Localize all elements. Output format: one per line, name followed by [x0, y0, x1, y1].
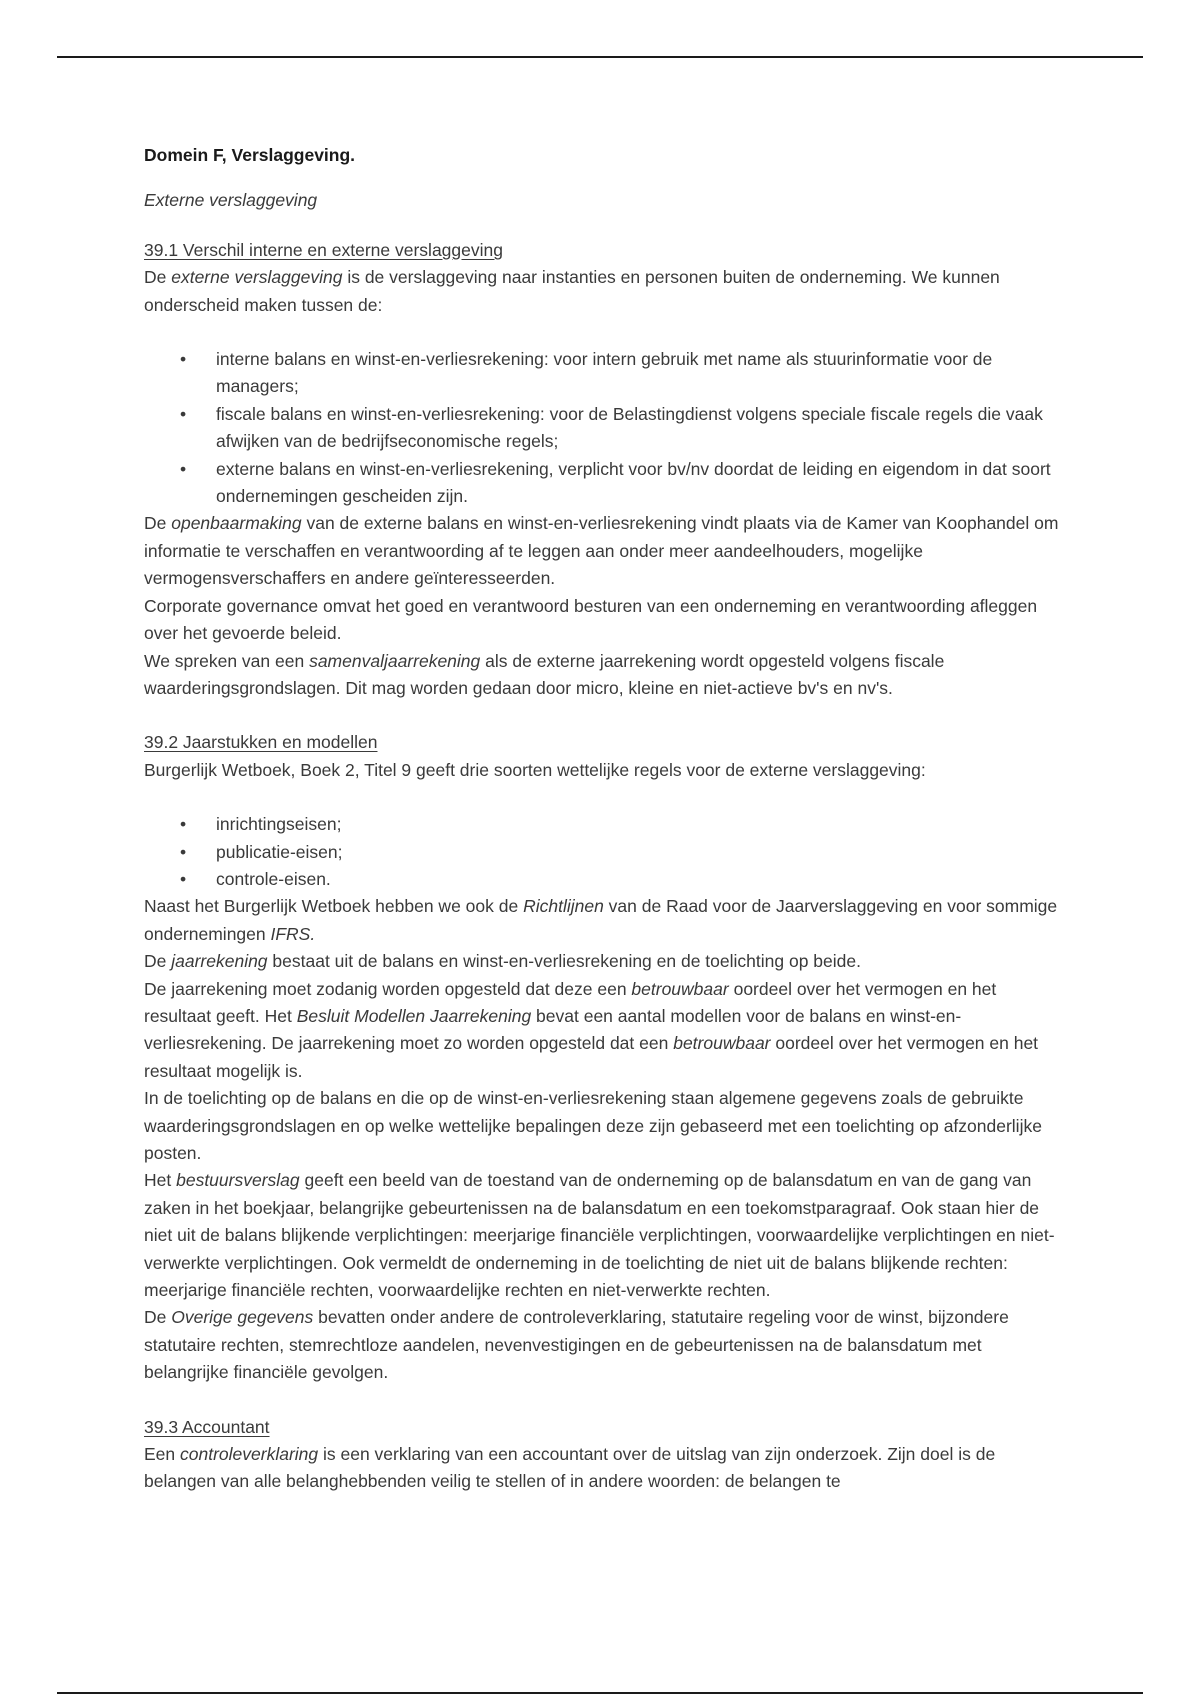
paragraph: De jaarrekening moet zodanig worden opgesteld dat deze een betrouwbaar oordeel over het vermogen en het resultaat geeft. Het Besluit Modellen Jaarrekening bevat een aantal modellen voor de balans en winst-en-verliesrekening. De jaarrekening moet zo worden opgesteld dat een betrouwbaar oordeel over het vermogen en het resultaat mogelijk is.	[144, 978, 1039, 1081]
bullet-list	[144, 811, 1064, 893]
document-subtitle: Externe verslaggeving	[144, 190, 318, 211]
document-title: Domein F, Verslaggeving.	[144, 145, 356, 165]
list-item: • inrichtingseisen;	[180, 814, 342, 835]
paragraph: Burgerlijk Wetboek, Boek 2, Titel 9 geeft drie soorten wettelijke regels voor de externe verslaggeving:	[144, 759, 926, 780]
paragraph: In de toelichting op de balans en die op de winst-en-verliesrekening staan algemene gegevens zoals de gebruikte waarderingsgrondslagen en op welke wettelijke bepalingen deze zijn gebaseerd met een toelichting op afzonderlijke posten.	[144, 1088, 1042, 1163]
paragraph: We spreken van een samenvaljaarrekening als de externe jaarrekening wordt opgesteld volgens fiscale waarderingsgrondslagen. Dit mag worden gedaan door micro, kleine en niet-actieve bv's en nv's.	[144, 650, 945, 698]
paragraph: Naast het Burgerlijk Wetboek hebben we ook de Richtlijnen van de Raad voor de Jaarverslaggeving en voor sommige ondernemingen IFRS.	[144, 896, 1058, 944]
list-item: • externe balans en winst-en-verliesrekening, verplicht voor bv/nv doordat de leiding en eigendom in dat soort ondernemingen gescheiden zijn.	[180, 458, 1051, 507]
paragraph: Het bestuursverslag geeft een beeld van de toestand van de onderneming op de balansdatum en van de gang van zaken in het boekjaar, belangrijke gebeurtenissen na de balansdatum en een toekomstparagraaf. Ook staan hier de niet uit de balans blijkende verplichtingen: meerjarige financiële verplichtingen, voorwaardelijke verplichtingen en niet-verwerkte verplichtingen. Ook vermeldt de onderneming in de toelichting de niet uit de balans blijkende rechten: meerjarige financiële rechten, voorwaardelijke rechten en niet-verwerkte rechten.	[144, 1170, 1055, 1301]
list-item: • publicatie-eisen;	[180, 841, 343, 862]
bullet-list	[144, 346, 1064, 510]
header-rule	[57, 56, 1143, 58]
section-heading-39-2: 39.2 Jaarstukken en modellen	[144, 732, 378, 753]
list-item: • interne balans en winst-en-verliesrekening: voor intern gebruik met name als stuurinformatie voor de managers;	[180, 349, 993, 397]
section-heading-39-3: 39.3 Accountant	[144, 1416, 270, 1437]
section-heading-39-1: 39.1 Verschil interne en externe verslaggeving	[144, 239, 503, 260]
list-item: • controle-eisen.	[180, 868, 331, 889]
paragraph: Corporate governance omvat het goed en verantwoord besturen van een onderneming en verantwoording afleggen over het gevoerde beleid.	[144, 595, 1038, 644]
footer-rule	[57, 1692, 1143, 1694]
document-body	[144, 142, 1064, 1496]
paragraph: De openbaarmaking van de externe balans en winst-en-verliesrekening vindt plaats via de Kamer van Koophandel om informatie te verschaffen en verantwoording af te leggen aan onder meer aandeelhouders, mogelijke vermogensverschaffers en andere geïnteresseerden.	[144, 513, 1059, 589]
paragraph: De Overige gegevens bevatten onder andere de controleverklaring, statutaire regeling voor de winst, bijzondere statutaire rechten, stemrechtloze aandelen, nevenvestigingen en de gebeurtenissen na de balansdatum met belangrijke financiële gevolgen.	[144, 1307, 1009, 1383]
paragraph: Een controleverklaring is een verklaring van een accountant over de uitslag van zijn onderzoek. Zijn doel is de belangen van alle belanghebbenden veilig te stellen of in andere woorden: de belangen te	[144, 1444, 996, 1492]
paragraph: De jaarrekening bestaat uit de balans en winst-en-verliesrekening en de toelichting op beide.	[144, 951, 861, 972]
paragraph: De externe verslaggeving is de verslaggeving naar instanties en personen buiten de onderneming. We kunnen onderscheid maken tussen de:	[144, 267, 1000, 315]
list-item: • fiscale balans en winst-en-verliesrekening: voor de Belastingdienst volgens speciale fiscale regels die vaak afwijken van de bedrijfseconomische regels;	[180, 403, 1043, 452]
